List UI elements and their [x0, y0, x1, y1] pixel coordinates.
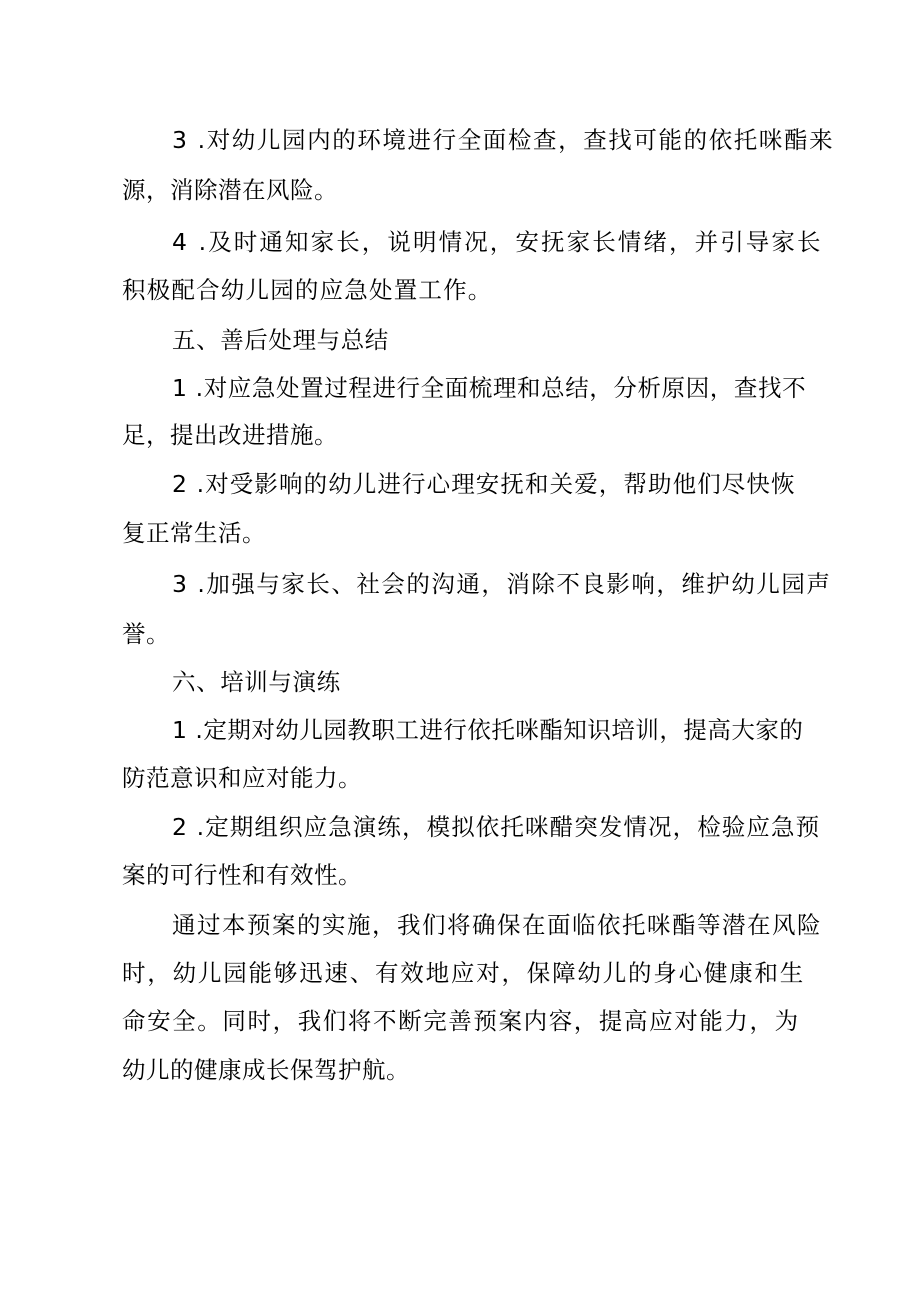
section-heading-5: 五、善后处理与总结: [172, 326, 389, 354]
paragraph-item-3-line-1: 3 .对幼儿园内的环境进行全面检查，查找可能的依托咪酯来: [172, 126, 835, 154]
conclusion-line-4: 幼儿的健康成长保驾护航。: [122, 1056, 410, 1084]
section-6-item-2-line-1: 2 .定期组织应急演练，模拟依托咪醋突发情况，检验应急预: [172, 813, 821, 841]
section-6-item-2-line-2: 案的可行性和有效性。: [122, 861, 362, 889]
section-5-item-3-line-2: 誉。: [122, 620, 170, 648]
section-5-item-1-line-1: 1 .对应急处置过程进行全面梳理和总结，分析原因，查找不: [172, 374, 807, 402]
section-5-item-1-line-2: 足，提出改进措施。: [122, 421, 338, 449]
conclusion-line-2: 时，幼儿园能够迅速、有效地应对，保障幼儿的身心健康和生: [122, 959, 806, 987]
section-5-item-2-line-2: 复正常生活。: [122, 519, 266, 547]
paragraph-item-4-line-2: 积极配合幼儿园的应急处置工作。: [122, 276, 493, 304]
section-heading-6: 六、培训与演练: [172, 668, 341, 696]
section-6-item-1-line-2: 防范意识和应对能力。: [122, 764, 362, 792]
conclusion-line-3: 命安全。同时，我们将不断完善预案内容，提高应对能力，为: [122, 1007, 800, 1035]
section-5-item-2-line-1: 2 .对受影响的幼儿进行心理安抚和关爱，帮助他们尽快恢: [172, 470, 796, 498]
section-6-item-1-line-1: 1 .定期对幼儿园教职工进行依托咪酯知识培训，提高大家的: [172, 716, 804, 744]
paragraph-item-3-line-2: 源，消除潜在风险。: [122, 176, 338, 204]
paragraph-item-4-line-1: 4 .及时通知家长，说明情况，安抚家长情绪，并引导家长: [172, 228, 823, 256]
conclusion-line-1: 通过本预案的实施，我们将确保在面临依托咪酯等潜在风险: [172, 911, 822, 939]
section-5-item-3-line-1: 3 .加强与家长、社会的沟通，消除不良影响，维护幼儿园声: [172, 570, 832, 598]
